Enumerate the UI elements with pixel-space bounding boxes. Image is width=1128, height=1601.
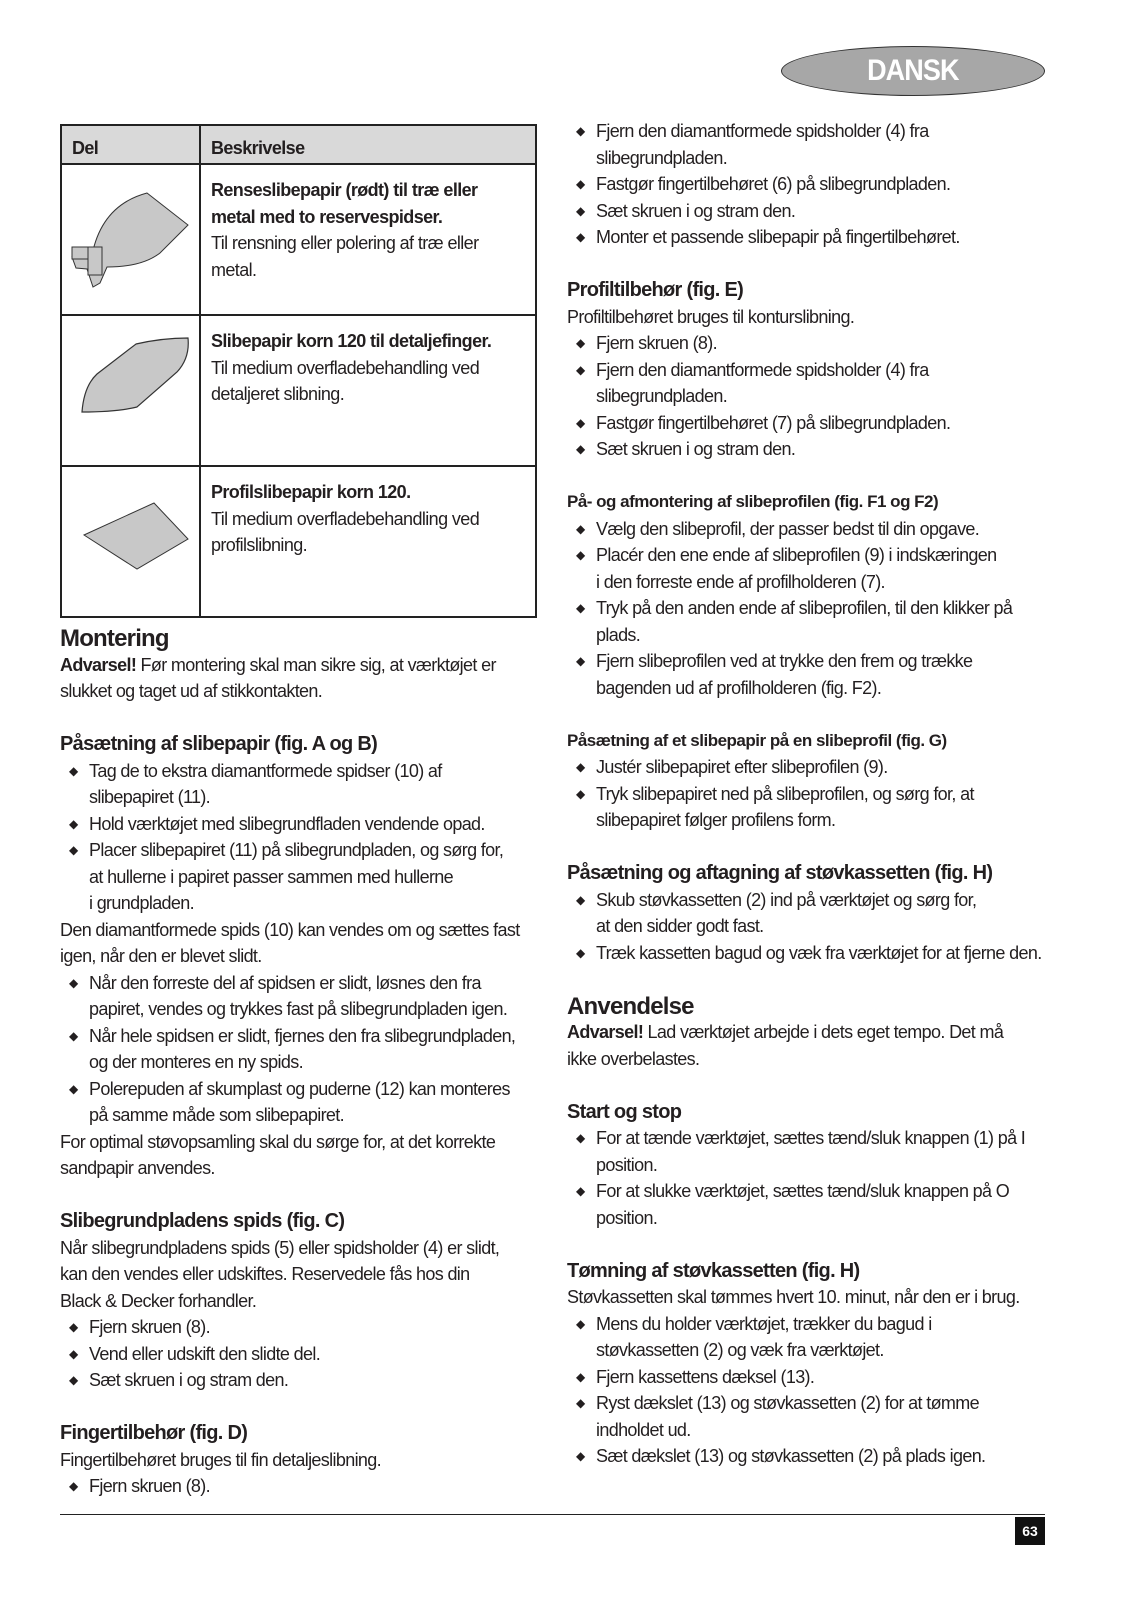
paragraph (567, 1019, 1047, 1072)
text: Sæt dækslet (13) og støvkassetten (2) på plads igen. (596, 1446, 986, 1466)
text: Tag de to ekstra diamantformede spidser (10) af slibepapiret (11). (89, 760, 442, 807)
list-item (567, 542, 1047, 595)
bullet-diamond-icon: ◆ (69, 1346, 78, 1361)
minor-heading (567, 728, 1047, 755)
column-header-part: Del (61, 125, 200, 164)
list-item (567, 516, 1047, 543)
list-item (60, 758, 540, 811)
bullet-diamond-icon: ◆ (69, 1479, 78, 1493)
bullet-diamond-icon: ◆ (576, 521, 585, 536)
bullet-diamond-icon: ◆ (69, 843, 78, 857)
text: Tømning af støvkassetten (fig. H) (567, 1259, 860, 1282)
list-item (567, 224, 1047, 251)
text: Montering (60, 625, 169, 652)
list-item (567, 1125, 1047, 1178)
text: Fastgør fingertilbehøret (7) på slibegrundpladen. (596, 412, 951, 433)
bullet-diamond-icon: ◆ (576, 945, 585, 960)
subsection-heading (567, 860, 1047, 887)
text: Fingertilbehør (fig. D) (60, 1422, 248, 1444)
list-item (60, 1023, 540, 1076)
part-image-cell (61, 315, 200, 466)
bullet-diamond-icon: ◆ (69, 1320, 78, 1334)
spacer (567, 1231, 1047, 1258)
text: Profiltilbehør (fig. E) (567, 279, 744, 301)
table-header-row (61, 125, 536, 164)
spacer (60, 1394, 540, 1421)
bullet-diamond-icon: ◆ (576, 415, 585, 430)
list-item (567, 118, 1047, 171)
table-row (61, 164, 536, 315)
list-item (567, 410, 1047, 437)
bullet-diamond-icon: ◆ (69, 1028, 78, 1043)
text: Skub støvkassetten (2) ind på værktøjet og sørg for, at den sidder godt fast. (596, 889, 977, 936)
list-item (567, 330, 1047, 357)
bullet-diamond-icon: ◆ (576, 760, 585, 774)
subsection-heading (60, 1420, 540, 1447)
text: Sæt skruen i og stram den. (89, 1370, 289, 1390)
text: For at slukke værktøjet, sættes tænd/sluk knappen på O position. (596, 1181, 1010, 1228)
subsection-heading (60, 1208, 540, 1235)
left-column (60, 625, 540, 1500)
spacer (60, 705, 540, 732)
text: Justér slibepapiret efter slibeprofilen (9). (596, 757, 888, 777)
part-text: Til medium overfladebehandling ved detaljeret slibning. (211, 357, 480, 404)
text: Fingertilbehøret bruges til fin detaljeslibning. (60, 1449, 381, 1470)
bullet-diamond-icon: ◆ (576, 442, 585, 456)
text: Når hele spidsen er slidt, fjernes den fra slibegrundpladen, og der monteres en ny spids. (89, 1025, 516, 1072)
section-heading (60, 625, 540, 653)
text: Slibegrundpladens spids (fig. C) (60, 1210, 345, 1232)
text: Sæt skruen i og stram den. (596, 200, 796, 221)
list-item (567, 198, 1047, 225)
text: Når den forreste del af spidsen er slidt, løsnes den fra papiret, vendes og trykkes fast på slibegrundpladen igen. (89, 972, 508, 1019)
text: Fjern skruen (8). (596, 333, 717, 353)
part-title: Slibepapir korn 120 til detaljefinger. (211, 331, 492, 351)
bullet-diamond-icon: ◆ (69, 1373, 78, 1387)
text: Placér den ene ende af slibeprofilen (9) i indskæringen i den forreste ende af profilholderen (7). (596, 545, 997, 592)
bullet-diamond-icon: ◆ (576, 1184, 585, 1198)
text: Fastgør fingertilbehøret (6) på slibegrundpladen. (596, 174, 951, 194)
text: Sæt skruen i og stram den. (596, 439, 796, 459)
text: Fjern den diamantformede spidsholder (4) fra slibegrundpladen. (596, 359, 929, 406)
language-badge (781, 46, 1045, 96)
page-number: 63 (1015, 1517, 1045, 1545)
paragraph (60, 1235, 540, 1315)
text: Fjern slibeprofilen ved at trykke den frem og trække bagenden ud af profilholderen (fig. F2). (596, 651, 973, 698)
paragraph (567, 1284, 1047, 1311)
list-item (567, 357, 1047, 410)
paragraph (60, 1447, 540, 1474)
bullet-diamond-icon: ◆ (576, 177, 585, 191)
text: Påsætning af slibepapir (fig. A og B) (60, 733, 378, 755)
spacer (60, 1182, 540, 1209)
bullet-diamond-icon: ◆ (576, 1316, 585, 1331)
spacer (567, 834, 1047, 861)
detail-finger-sandpaper-illustration (62, 316, 199, 460)
text: Vælg den slibeprofil, der passer bedst til din opgave. (596, 518, 980, 539)
bullet-diamond-icon: ◆ (576, 786, 585, 801)
text: Før montering skal man sikre sig, at værktøjet er slukket og taget ud af stikkontakten. (60, 654, 496, 701)
bullet-diamond-icon: ◆ (69, 816, 78, 831)
right-column (567, 118, 1047, 1470)
warning-label: Advarsel! (567, 1022, 644, 1042)
part-text: Til medium overfladebehandling ved profilslibning. (211, 508, 480, 555)
text: Påsætning og aftagning af støvkassetten (fig. H) (567, 862, 993, 884)
text: Vend eller udskift den slidte del. (89, 1343, 321, 1364)
text: Mens du holder værktøjet, trækker du bagud i støvkassetten (2) og væk fra værktøjet. (596, 1313, 932, 1360)
language-label: DANSK (867, 54, 959, 87)
part-description (200, 466, 536, 617)
list-item (60, 1076, 540, 1129)
list-item (60, 1473, 540, 1500)
footer-divider (60, 1514, 1045, 1515)
text: Tryk på den anden ende af slibeprofilen, til den klikker på plads. (596, 598, 1013, 645)
list-item (567, 1364, 1047, 1391)
paragraph (60, 917, 540, 970)
text: Profiltilbehøret bruges til konturslibning. (567, 306, 855, 327)
bullet-diamond-icon: ◆ (576, 548, 585, 562)
text: Fjern skruen (8). (89, 1317, 210, 1337)
table-row (61, 315, 536, 466)
part-description (200, 315, 536, 466)
text: Placer slibepapiret (11) på slibegrundpladen, og sørg for, at hullerne i papiret passer sammen med hullerne i grundpladen. (89, 840, 504, 913)
list-item (60, 1367, 540, 1394)
list-item (567, 754, 1047, 781)
table-row (61, 466, 536, 617)
spacer (567, 463, 1047, 490)
bullet-diamond-icon: ◆ (576, 1396, 585, 1410)
column-header-description: Beskrivelse (200, 125, 536, 164)
list-item (567, 940, 1047, 967)
bullet-diamond-icon: ◆ (576, 124, 585, 138)
list-item (567, 1390, 1047, 1443)
text: Tryk slibepapiret ned på slibeprofilen, og sørg for, at slibepapiret følger profilens form. (596, 783, 974, 830)
bullet-diamond-icon: ◆ (576, 654, 585, 668)
text: På- og afmontering af slibeprofilen (fig. F1 og F2) (567, 492, 939, 511)
bullet-diamond-icon: ◆ (576, 203, 585, 218)
subsection-heading (567, 1258, 1047, 1285)
text: Påsætning af et slibepapir på en slibeprofil (fig. G) (567, 730, 947, 750)
text: Lad værktøjet arbejde i dets eget tempo. Det må ikke overbelastes. (567, 1022, 1004, 1069)
bullet-diamond-icon: ◆ (576, 1369, 585, 1384)
list-item (60, 811, 540, 838)
part-text: Til rensning eller polering af træ eller metal. (211, 233, 479, 280)
list-item (567, 436, 1047, 463)
list-item (60, 970, 540, 1023)
bullet-diamond-icon: ◆ (69, 975, 78, 990)
list-item (567, 1178, 1047, 1231)
bullet-diamond-icon: ◆ (576, 362, 585, 377)
bullet-diamond-icon: ◆ (576, 1449, 585, 1463)
bullet-diamond-icon: ◆ (69, 763, 78, 778)
subsection-heading (60, 731, 540, 758)
list-item (567, 1443, 1047, 1470)
profile-sandpaper-illustration (62, 467, 199, 611)
list-item (567, 171, 1047, 198)
text: Støvkassetten skal tømmes hvert 10. minut, når den er i brug. (567, 1287, 1020, 1307)
spacer (567, 701, 1047, 728)
parts-table (60, 124, 537, 618)
bullet-diamond-icon: ◆ (576, 230, 585, 244)
text: For optimal støvopsamling skal du sørge for, at det korrekte sandpapir anvendes. (60, 1131, 496, 1178)
minor-heading (567, 489, 1047, 516)
list-item (567, 887, 1047, 940)
paragraph (60, 652, 540, 705)
spacer (567, 1072, 1047, 1099)
spacer (567, 966, 1047, 993)
text: Anvendelse (567, 992, 694, 1020)
bullet-diamond-icon: ◆ (576, 601, 585, 615)
spacer (567, 251, 1047, 278)
warning-label: Advarsel! (60, 654, 137, 675)
list-item (567, 1311, 1047, 1364)
text: Ryst dækslet (13) og støvkassetten (2) for at tømme indholdet ud. (596, 1393, 979, 1440)
list-item (60, 1341, 540, 1368)
list-item (567, 595, 1047, 648)
text: Fjern kassettens dæksel (13). (596, 1366, 815, 1387)
text: Træk kassetten bagud og væk fra værktøjet for at fjerne den. (596, 942, 1042, 963)
paragraph (567, 304, 1047, 331)
text: For at tænde værktøjet, sættes tænd/sluk knappen (1) på I position. (596, 1128, 1026, 1175)
subsection-heading (567, 1099, 1047, 1126)
text: Fjern skruen (8). (89, 1476, 210, 1496)
part-title: Profilslibepapir korn 120. (211, 482, 411, 502)
bullet-diamond-icon: ◆ (576, 1131, 585, 1145)
part-image-cell (61, 164, 200, 315)
text: Polerepuden af skumplast og puderne (12) kan monteres på samme måde som slibepapiret. (89, 1078, 510, 1125)
bullet-diamond-icon: ◆ (69, 1081, 78, 1096)
text: Hold værktøjet med slibegrundfladen vendende opad. (89, 813, 485, 834)
part-image-cell (61, 466, 200, 617)
text: Når slibegrundpladens spids (5) eller spidsholder (4) er slidt, kan den vendes eller udskiftes. Reservedele fås hos din Black & Decker forhandler. (60, 1237, 500, 1311)
subsection-heading (567, 277, 1047, 304)
text: Start og stop (567, 1100, 682, 1123)
bullet-diamond-icon: ◆ (576, 892, 585, 907)
text: Monter et passende slibepapir på fingertilbehøret. (596, 227, 960, 247)
part-title: Renseslibepapir (rødt) til træ eller metal med to reservespidser. (211, 180, 478, 227)
list-item (567, 648, 1047, 701)
list-item (567, 781, 1047, 834)
paragraph (60, 1129, 540, 1182)
section-heading (567, 993, 1047, 1021)
cleaning-sandpaper-illustration (62, 165, 199, 309)
bullet-diamond-icon: ◆ (576, 336, 585, 350)
text: Fjern den diamantformede spidsholder (4) fra slibegrundpladen. (596, 121, 929, 168)
part-description (200, 164, 536, 315)
list-item (60, 837, 540, 917)
list-item (60, 1314, 540, 1341)
text: Den diamantformede spids (10) kan vendes om og sættes fast igen, når den er blevet slidt. (60, 919, 520, 966)
